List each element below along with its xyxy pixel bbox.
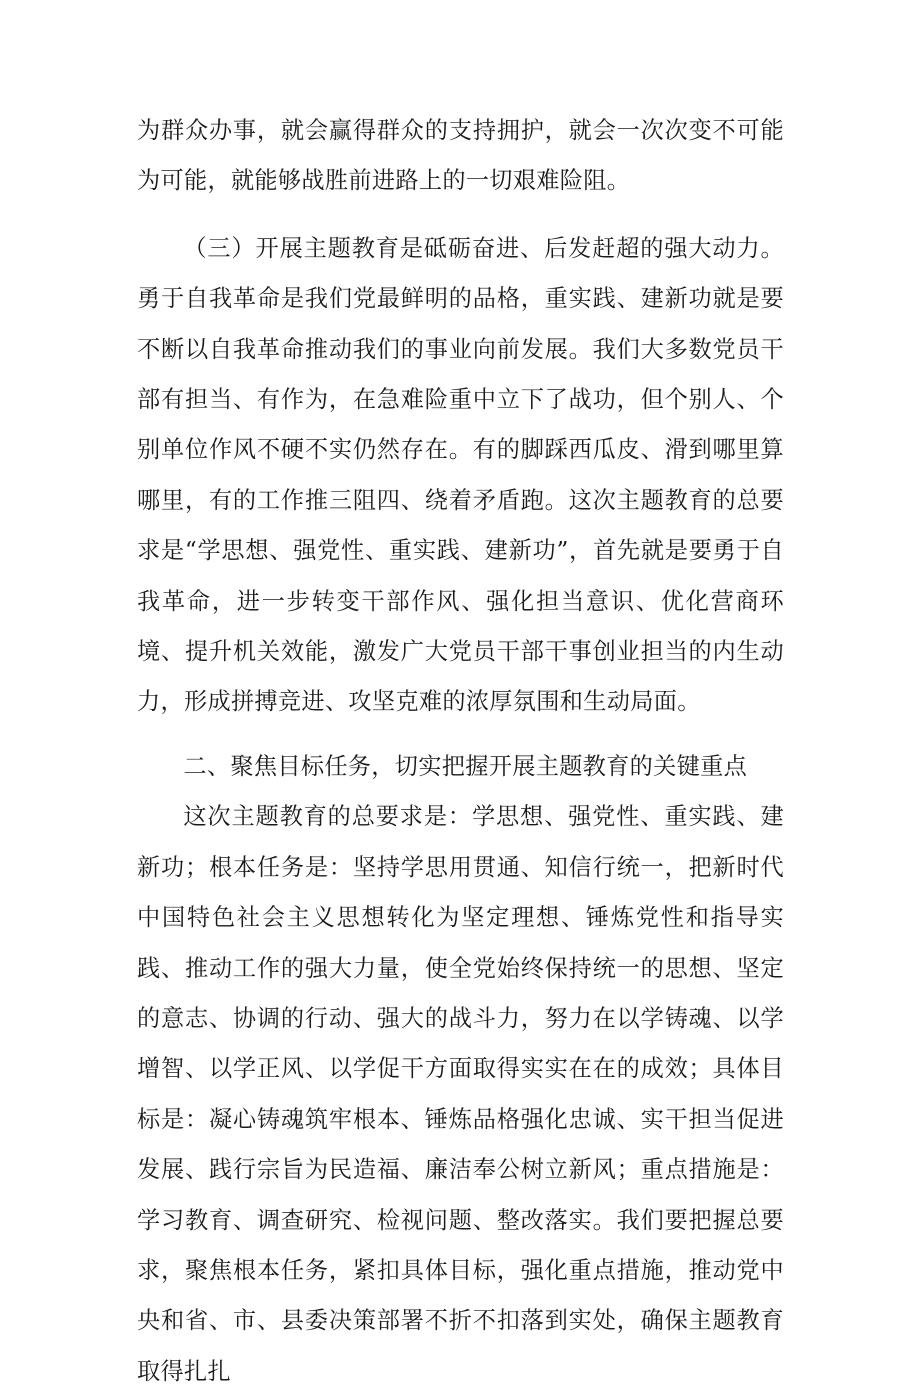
section-heading-two: 二、聚焦目标任务，切实把握开展主题教育的关键重点 xyxy=(183,752,748,780)
paragraph-continuation: 为群众办事，就会赢得群众的支持拥护，就会一次次变不可能为可能，就能够战胜前进路上的一切艰难险阻。 xyxy=(137,117,784,195)
document-page xyxy=(137,106,784,1397)
paragraph-general-requirements: 这次主题教育的总要求是：学思想、强党性、重实践、建新功；根本任务是：坚持学思用贯通、知信行统一，把新时代中国特色社会主义思想转化为坚定理想、锤炼党性和指导实践、推动工作的强大力量，使全党始终保持统一的思想、坚定的意志、协调的行动、强大的战斗力，努力在以学铸魂、以学增智、以学正风、以学促干方面取得实实在在的成效；具体目标是：凝心铸魂筑牢根本、锤炼品格强化忠诚、实干担当促进发展、践行宗旨为民造福、廉洁奉公树立新风；重点措施是：学习教育、调查研究、检视问题、整改落实。我们要把握总要求，聚焦根本任务，紧扣具体目标，强化重点措施，推动党中央和省、市、县委决策部署不折不扣落到实处，确保主题教育取得扎扎 xyxy=(137,803,784,1385)
paragraph-section-three: （三）开展主题教育是砥砺奋进、后发赶超的强大动力。勇于自我革命是我们党最鲜明的品格，重实践、建新功就是要不断以自我革命推动我们的事业向前发展。我们大多数党员干部有担当、有作为，在急难险重中立下了战功，但个别人、个别单位作风不硬不实仍然存在。有的脚踩西瓜皮、滑到哪里算哪里，有的工作推三阻四、绕着矛盾跑。这次主题教育的总要求是“学思想、强党性、重实践、建新功”，首先就是要勇于自我革命，进一步转变干部作风、强化担当意识、优化营商环境、提升机关效能，激发广大党员干部干事创业担当的内生动力，形成拼搏竞进、攻坚克难的浓厚氛围和生动局面。 xyxy=(137,234,784,716)
